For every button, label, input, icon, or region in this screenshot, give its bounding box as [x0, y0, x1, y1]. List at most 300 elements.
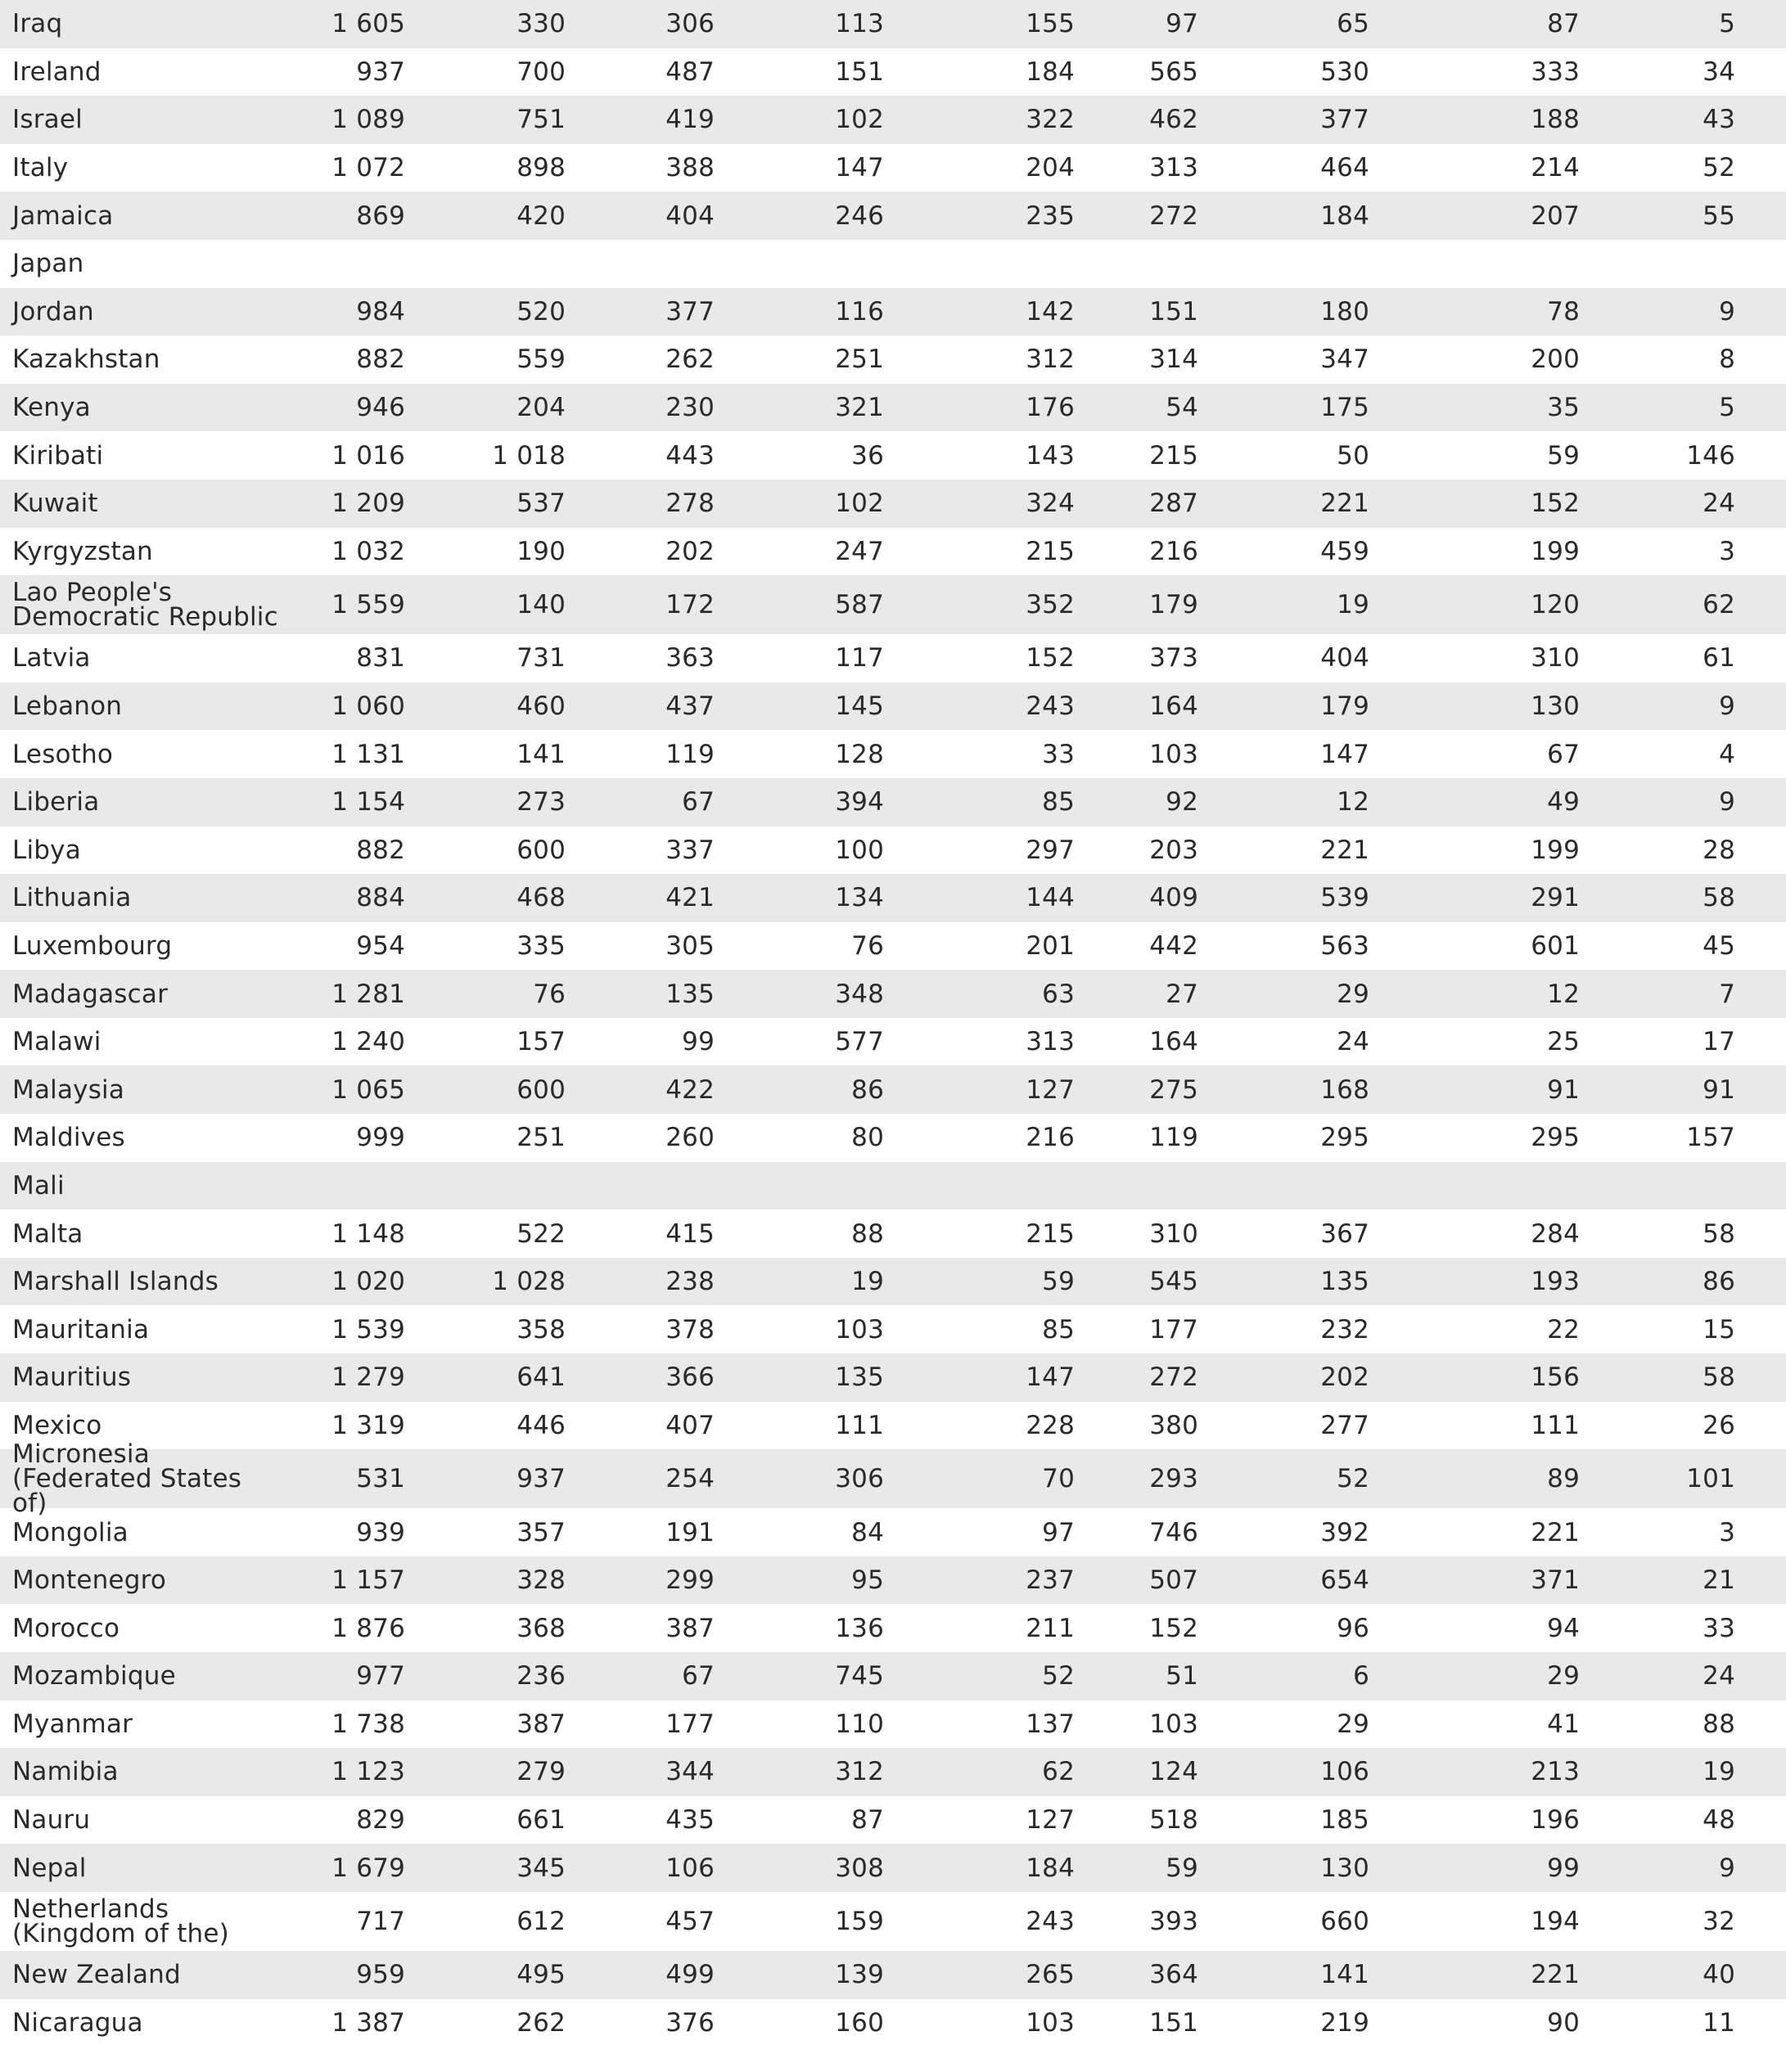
value-cell: 88	[851, 1218, 884, 1249]
country-name: Malawi	[12, 1027, 101, 1057]
value-cell: 97	[1042, 1517, 1075, 1547]
table-row	[0, 1844, 1786, 1892]
value-cell: 380	[1149, 1410, 1198, 1440]
value-cell: 159	[835, 1906, 884, 1936]
value-cell: 191	[665, 1517, 715, 1547]
value-cell: 1 319	[331, 1410, 405, 1440]
value-cell: 199	[1531, 835, 1580, 865]
value-cell: 1 123	[331, 1757, 405, 1787]
value-cell: 1 157	[331, 1565, 405, 1596]
value-cell: 117	[835, 643, 884, 673]
value-cell: 746	[1149, 1517, 1198, 1547]
value-cell: 21	[1703, 1565, 1735, 1596]
value-cell: 33	[1042, 739, 1075, 769]
value-cell: 238	[665, 1267, 715, 1297]
value-cell: 76	[851, 930, 884, 961]
country-name: Lao People's Democratic Republic	[12, 577, 278, 633]
value-cell: 41	[1547, 1709, 1580, 1739]
value-cell: 48	[1703, 1805, 1735, 1836]
value-cell: 59	[1547, 440, 1580, 471]
table-row	[0, 874, 1786, 922]
value-cell: 145	[835, 691, 884, 722]
value-cell: 1 131	[331, 739, 405, 769]
value-cell: 24	[1703, 489, 1735, 519]
value-cell: 6	[1353, 1661, 1369, 1691]
value-cell: 291	[1531, 883, 1580, 913]
table-row	[0, 1439, 1786, 1519]
value-cell: 495	[516, 1960, 566, 1990]
value-cell: 54	[1166, 393, 1198, 423]
value-cell: 321	[835, 393, 884, 423]
country-name: Madagascar	[12, 979, 169, 1009]
value-cell: 24	[1703, 1661, 1735, 1691]
value-cell: 306	[835, 1464, 884, 1494]
value-cell: 293	[1149, 1464, 1198, 1494]
value-cell: 348	[835, 979, 884, 1009]
value-cell: 1 065	[331, 1074, 405, 1105]
value-cell: 260	[665, 1123, 715, 1153]
value-cell: 215	[1026, 1218, 1075, 1249]
value-cell: 459	[1320, 536, 1369, 566]
value-cell: 130	[1531, 691, 1580, 722]
value-cell: 202	[665, 536, 715, 566]
value-cell: 295	[1531, 1123, 1580, 1153]
value-cell: 202	[1320, 1363, 1369, 1393]
value-cell: 297	[1026, 835, 1075, 865]
value-cell: 141	[516, 739, 566, 769]
value-cell: 277	[1320, 1410, 1369, 1440]
value-cell: 392	[1320, 1517, 1369, 1547]
value-cell: 1 028	[492, 1267, 566, 1297]
table-row	[0, 1604, 1786, 1652]
value-cell: 85	[1042, 1314, 1075, 1345]
value-cell: 62	[1703, 590, 1735, 620]
value-cell	[246, 240, 405, 288]
value-cell: 11	[1703, 2007, 1735, 2038]
value-cell: 102	[835, 489, 884, 519]
value-cell: 7	[1719, 979, 1735, 1009]
value-cell: 537	[516, 489, 566, 519]
value-cell: 507	[1149, 1565, 1198, 1596]
value-cell: 378	[665, 1314, 715, 1345]
value-cell: 143	[1026, 440, 1075, 471]
table-row	[0, 0, 1786, 48]
value-cell: 67	[682, 787, 715, 818]
country-name: Mongolia	[12, 1517, 129, 1547]
value-cell: 235	[1026, 200, 1075, 231]
value-cell: 415	[665, 1218, 715, 1249]
value-cell: 460	[516, 691, 566, 722]
value-cell: 172	[665, 590, 715, 620]
value-cell: 221	[1320, 489, 1369, 519]
value-cell: 882	[356, 835, 405, 865]
value-cell: 368	[516, 1613, 566, 1643]
country-name: Lesotho	[12, 739, 114, 769]
value-cell: 52	[1042, 1661, 1075, 1691]
value-cell: 420	[516, 200, 566, 231]
value-cell: 196	[1531, 1805, 1580, 1836]
value-cell: 345	[516, 1853, 566, 1883]
country-name: Nicaragua	[12, 2007, 143, 2038]
value-cell: 52	[1703, 153, 1735, 183]
value-cell: 404	[665, 200, 715, 231]
value-cell: 1 072	[331, 153, 405, 183]
value-cell: 333	[1531, 56, 1580, 87]
country-name: Liberia	[12, 787, 100, 818]
value-cell: 201	[1026, 930, 1075, 961]
value-cell: 1 679	[331, 1853, 405, 1883]
value-cell: 29	[1337, 1709, 1369, 1739]
value-cell: 959	[356, 1960, 405, 1990]
table-row	[0, 288, 1786, 336]
table-row	[0, 336, 1786, 384]
value-cell: 272	[1149, 200, 1198, 231]
table-row	[0, 575, 1786, 634]
value-cell: 58	[1703, 883, 1735, 913]
value-cell: 937	[356, 56, 405, 87]
value-cell: 462	[1149, 105, 1198, 135]
value-cell: 377	[1320, 105, 1369, 135]
country-name: Israel	[12, 105, 83, 135]
value-cell: 179	[1149, 590, 1198, 620]
table-row	[0, 384, 1786, 432]
value-cell: 388	[665, 153, 715, 183]
value-cell: 654	[1320, 1565, 1369, 1596]
value-cell: 102	[835, 105, 884, 135]
value-cell: 99	[682, 1027, 715, 1057]
value-cell: 751	[516, 105, 566, 135]
value-cell: 27	[1166, 979, 1198, 1009]
table-row	[0, 1700, 1786, 1749]
value-cell: 144	[1026, 883, 1075, 913]
country-name: Nepal	[12, 1853, 87, 1883]
table-row	[0, 1114, 1786, 1162]
table-row	[0, 1508, 1786, 1556]
country-name: Malta	[12, 1218, 83, 1249]
value-cell: 409	[1149, 883, 1198, 913]
value-cell: 101	[1686, 1464, 1735, 1494]
value-cell: 124	[1149, 1757, 1198, 1787]
value-cell	[1211, 1162, 1369, 1210]
value-cell: 373	[1149, 643, 1198, 673]
value-cell: 442	[1149, 930, 1198, 961]
value-cell	[1089, 1162, 1198, 1210]
value-cell: 90	[1547, 2007, 1580, 2038]
value-cell: 487	[665, 56, 715, 87]
value-cell: 193	[1531, 1267, 1580, 1297]
country-name: Libya	[12, 835, 81, 865]
country-name: Iraq	[12, 9, 63, 39]
value-cell: 99	[1547, 1853, 1580, 1883]
value-cell: 152	[1531, 489, 1580, 519]
value-cell: 4	[1719, 739, 1735, 769]
value-cell: 364	[1149, 1960, 1198, 1990]
value-cell: 84	[851, 1517, 884, 1547]
value-cell	[409, 1162, 566, 1210]
value-cell: 324	[1026, 489, 1075, 519]
value-cell: 273	[516, 787, 566, 818]
value-cell: 22	[1547, 1314, 1580, 1345]
value-cell: 457	[665, 1906, 715, 1936]
value-cell: 67	[682, 1661, 715, 1691]
value-cell: 204	[516, 393, 566, 423]
value-cell: 78	[1547, 296, 1580, 327]
value-cell: 190	[516, 536, 566, 566]
value-cell: 116	[835, 296, 884, 327]
value-cell: 70	[1042, 1464, 1075, 1494]
value-cell: 58	[1703, 1363, 1735, 1393]
value-cell: 3	[1719, 536, 1735, 566]
value-cell: 435	[665, 1805, 715, 1836]
value-cell: 176	[1026, 393, 1075, 423]
country-name: Mauritania	[12, 1314, 150, 1345]
value-cell: 52	[1337, 1464, 1369, 1494]
value-cell: 86	[851, 1074, 884, 1105]
country-name: Kuwait	[12, 489, 98, 519]
value-cell: 1 154	[331, 787, 405, 818]
value-cell: 151	[1149, 296, 1198, 327]
value-cell: 641	[516, 1363, 566, 1393]
value-cell: 563	[1320, 930, 1369, 961]
value-cell: 87	[1547, 9, 1580, 39]
value-cell: 130	[1320, 1853, 1369, 1883]
value-cell: 422	[665, 1074, 715, 1105]
value-cell: 612	[516, 1906, 566, 1936]
table-row	[0, 1354, 1786, 1402]
table-row	[0, 1652, 1786, 1700]
value-cell: 262	[665, 345, 715, 375]
value-cell: 29	[1547, 1661, 1580, 1691]
value-cell: 103	[1026, 2007, 1075, 2038]
value-cell: 700	[516, 56, 566, 87]
value-cell	[1391, 240, 1580, 288]
value-cell: 530	[1320, 56, 1369, 87]
value-cell: 299	[665, 1565, 715, 1596]
value-cell: 278	[665, 489, 715, 519]
value-cell: 335	[516, 930, 566, 961]
value-cell: 717	[356, 1906, 405, 1936]
value-cell: 310	[1531, 643, 1580, 673]
value-cell: 1 089	[331, 105, 405, 135]
value-cell: 119	[1149, 1123, 1198, 1153]
value-cell: 106	[665, 1853, 715, 1883]
value-cell: 559	[516, 345, 566, 375]
country-name: Malaysia	[12, 1074, 125, 1105]
value-cell: 111	[835, 1410, 884, 1440]
value-cell: 134	[835, 883, 884, 913]
value-cell: 284	[1531, 1218, 1580, 1249]
value-cell: 147	[1026, 1363, 1075, 1393]
value-cell: 63	[1042, 979, 1075, 1009]
country-name: Kazakhstan	[12, 345, 160, 375]
value-cell: 446	[516, 1410, 566, 1440]
value-cell: 1 060	[331, 691, 405, 722]
value-cell: 142	[1026, 296, 1075, 327]
value-cell: 213	[1531, 1757, 1580, 1787]
value-cell: 499	[665, 1960, 715, 1990]
value-cell: 337	[665, 835, 715, 865]
value-cell: 1 387	[331, 2007, 405, 2038]
value-cell: 246	[835, 200, 884, 231]
value-cell: 251	[516, 1123, 566, 1153]
value-cell: 19	[1703, 1757, 1735, 1787]
value-cell: 43	[1703, 105, 1735, 135]
value-cell: 999	[356, 1123, 405, 1153]
country-name: Latvia	[12, 643, 91, 673]
value-cell: 15	[1703, 1314, 1735, 1345]
value-cell: 135	[835, 1363, 884, 1393]
table-row	[0, 1305, 1786, 1354]
value-cell: 86	[1703, 1267, 1735, 1297]
value-cell: 377	[665, 296, 715, 327]
table-row	[0, 970, 1786, 1018]
table-row	[0, 1748, 1786, 1796]
value-cell: 1 016	[331, 440, 405, 471]
value-cell: 61	[1703, 643, 1735, 673]
table-row	[0, 827, 1786, 875]
value-cell: 215	[1026, 536, 1075, 566]
value-cell: 313	[1149, 153, 1198, 183]
value-cell: 199	[1531, 536, 1580, 566]
value-cell	[737, 240, 884, 288]
value-cell: 308	[835, 1853, 884, 1883]
country-name: Jordan	[12, 296, 94, 327]
value-cell: 184	[1026, 1853, 1075, 1883]
value-cell: 58	[1703, 1218, 1735, 1249]
value-cell: 65	[1337, 9, 1369, 39]
country-name: Marshall Islands	[12, 1267, 219, 1297]
value-cell: 157	[516, 1027, 566, 1057]
value-cell: 660	[1320, 1906, 1369, 1936]
value-cell: 103	[1149, 1709, 1198, 1739]
value-cell: 33	[1703, 1613, 1735, 1643]
table-row	[0, 431, 1786, 480]
value-cell: 139	[835, 1960, 884, 1990]
value-cell: 168	[1320, 1074, 1369, 1105]
value-cell: 89	[1547, 1464, 1580, 1494]
value-cell: 180	[1320, 296, 1369, 327]
value-cell: 215	[1149, 440, 1198, 471]
value-cell: 328	[516, 1565, 566, 1596]
value-cell: 184	[1026, 56, 1075, 87]
value-cell: 35	[1547, 393, 1580, 423]
value-cell: 977	[356, 1661, 405, 1691]
value-cell: 295	[1320, 1123, 1369, 1153]
table-row	[0, 1796, 1786, 1845]
value-cell: 443	[665, 440, 715, 471]
value-cell: 34	[1703, 56, 1735, 87]
value-cell: 946	[356, 393, 405, 423]
value-cell: 62	[1042, 1757, 1075, 1787]
value-cell: 437	[665, 691, 715, 722]
value-cell: 262	[516, 2007, 566, 2038]
value-cell: 184	[1320, 200, 1369, 231]
value-cell: 216	[1149, 536, 1198, 566]
table-row	[0, 778, 1786, 827]
value-cell: 330	[516, 9, 566, 39]
country-name: Lebanon	[12, 691, 123, 722]
value-cell: 745	[835, 1661, 884, 1691]
table-row	[0, 1556, 1786, 1605]
value-cell: 140	[516, 590, 566, 620]
country-name: Nauru	[12, 1805, 91, 1836]
value-cell: 393	[1149, 1906, 1198, 1936]
value-cell: 661	[516, 1805, 566, 1836]
value-cell: 577	[835, 1027, 884, 1057]
value-cell: 91	[1547, 1074, 1580, 1105]
value-cell: 1 539	[331, 1314, 405, 1345]
value-cell: 1 738	[331, 1709, 405, 1739]
value-cell: 177	[1149, 1314, 1198, 1345]
table-row	[0, 1065, 1786, 1114]
value-cell: 520	[516, 296, 566, 327]
value-cell: 357	[516, 1517, 566, 1547]
value-cell: 247	[835, 536, 884, 566]
country-name: Mozambique	[12, 1661, 176, 1691]
value-cell: 111	[1531, 1410, 1580, 1440]
value-cell: 85	[1042, 787, 1075, 818]
value-cell: 40	[1703, 1960, 1735, 1990]
value-cell: 5	[1719, 393, 1735, 423]
table-row	[0, 96, 1786, 144]
value-cell: 1 240	[331, 1027, 405, 1057]
value-cell: 207	[1531, 200, 1580, 231]
value-cell: 88	[1703, 1709, 1735, 1739]
country-name: Japan	[12, 249, 84, 279]
value-cell: 251	[835, 345, 884, 375]
value-cell: 95	[851, 1565, 884, 1596]
value-cell: 51	[1166, 1661, 1198, 1691]
value-cell: 352	[1026, 590, 1075, 620]
value-cell: 312	[835, 1757, 884, 1787]
country-name: Mexico	[12, 1410, 102, 1440]
value-cell: 204	[1026, 153, 1075, 183]
value-cell: 984	[356, 296, 405, 327]
value-cell: 347	[1320, 345, 1369, 375]
value-cell: 29	[1337, 979, 1369, 1009]
country-name: Jamaica	[12, 200, 114, 231]
value-cell: 363	[665, 643, 715, 673]
value-cell: 136	[835, 1613, 884, 1643]
value-cell: 254	[665, 1464, 715, 1494]
value-cell: 49	[1547, 787, 1580, 818]
value-cell: 156	[1531, 1363, 1580, 1393]
value-cell: 179	[1320, 691, 1369, 722]
value-cell: 59	[1042, 1267, 1075, 1297]
value-cell: 275	[1149, 1074, 1198, 1105]
value-cell: 314	[1149, 345, 1198, 375]
value-cell: 831	[356, 643, 405, 673]
value-cell: 1 148	[331, 1218, 405, 1249]
value-cell: 322	[1026, 105, 1075, 135]
value-cell: 177	[665, 1709, 715, 1739]
value-cell: 164	[1149, 691, 1198, 722]
value-cell: 97	[1166, 9, 1198, 39]
table-row	[0, 1209, 1786, 1258]
value-cell: 305	[665, 930, 715, 961]
value-cell: 32	[1703, 1906, 1735, 1936]
value-cell	[917, 240, 1075, 288]
value-cell	[917, 1162, 1075, 1210]
value-cell: 50	[1337, 440, 1369, 471]
value-cell: 371	[1531, 1565, 1580, 1596]
value-cell: 1 559	[331, 590, 405, 620]
value-cell: 203	[1149, 835, 1198, 865]
value-cell: 141	[1320, 1960, 1369, 1990]
value-cell: 135	[1320, 1267, 1369, 1297]
value-cell: 188	[1531, 105, 1580, 135]
value-cell: 3	[1719, 1517, 1735, 1547]
